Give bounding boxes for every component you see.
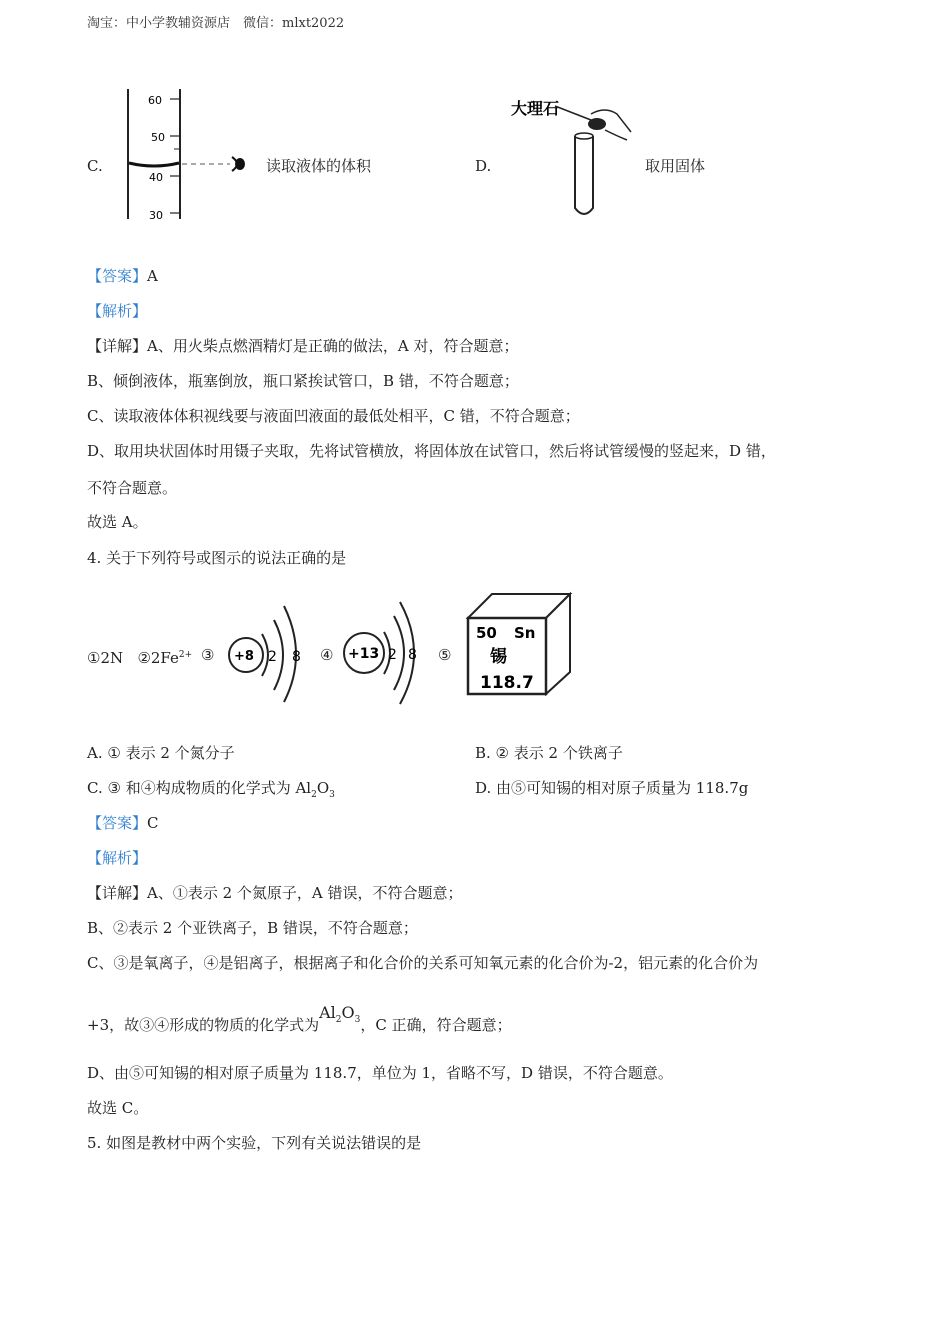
graduated-cylinder-figure (118, 85, 258, 225)
mark-3: ③ (201, 646, 215, 664)
symbol-2n: 2N (100, 649, 124, 667)
q4-analysis-tag: 【解析】 (87, 849, 148, 867)
q4-detail-line-2: B、②表示 2 个亚铁离子，B 错误，不符合题意； (87, 919, 418, 937)
mark-1: ① (87, 649, 101, 667)
q4-symbols-text (87, 645, 192, 668)
tick-label: 30 (149, 209, 163, 222)
symbol-2fe: 2Fe (150, 649, 179, 667)
q4-option-a: A. ① 表示 2 个氮分子 (87, 744, 235, 762)
element-name: 锡 (490, 647, 507, 667)
q3-detail-line-3: C、读取液体体积视线要与液面凹液面的最低处相平，C 错，不符合题意； (87, 407, 580, 425)
q4-line: ，C 正确，符合题意； (360, 1016, 512, 1034)
shell-electrons: 8 (408, 647, 417, 663)
test-tube-figure (505, 84, 645, 224)
q4-detail-line-5: D、由⑤可知锡的相对原子质量为 118.7，单位为 1，省略不写，D 错误，不符合题意。 (87, 1064, 673, 1082)
formula-o: O (341, 1003, 355, 1022)
q3-conclusion: 故选 A。 (87, 513, 148, 531)
q3-detail-line-1 (87, 336, 518, 356)
q4-detail-line-1 (87, 883, 463, 903)
q5-stem: 5. 如图是教材中两个实验，下列有关说法错误的是 (87, 1134, 422, 1152)
q4-option-c (87, 778, 335, 805)
q4-conclusion: 故选 C。 (87, 1099, 149, 1117)
q3-detail-line-5: 不符合题意。 (87, 479, 178, 497)
q4-option-d: D. 由⑤可知锡的相对原子质量为 118.7g (475, 779, 749, 797)
q3-detail-line-2: B、倾倒液体，瓶塞倒放，瓶口紧挨试管口，B 错，不符合题意； (87, 372, 519, 390)
shell-electrons: 2 (388, 647, 397, 663)
page-header: 淘宝：中小学教辅资源店 微信：mlxt2022 (87, 16, 345, 31)
atomic-mass: 118.7 (480, 673, 534, 693)
q4-answer: C (147, 814, 159, 832)
marble-label: 大理石 (511, 99, 560, 118)
shell-electrons: 8 (292, 649, 301, 665)
answer-tag: 【答案】 (87, 267, 148, 285)
detail-tag: 【详解】 (87, 337, 148, 355)
subscript: 3 (329, 790, 335, 800)
answer-tag: 【答案】 (87, 814, 148, 832)
inline-formula (319, 1003, 361, 1026)
q3-answer-line (87, 266, 158, 286)
q3-analysis-tag: 【解析】 (87, 302, 148, 320)
mark-5: ⑤ (438, 646, 452, 664)
tick-label: 40 (149, 171, 163, 184)
q3-detail-line-4: D、取用块状固体时用镊子夹取，先将试管横放，将固体放在试管口，然后将试管缓慢的竖起来，D 错， (87, 442, 776, 460)
q4-line: A、①表示 2 个氮原子，A 错误，不符合题意； (147, 884, 463, 902)
atomic-number: 50 (476, 624, 497, 642)
q4-detail-line-3: C、③是氧离子，④是铝离子，根据离子和化合价的关系可知氧元素的化合价为-2，铝元素的化合价为 (87, 954, 759, 972)
option-c-caption: 读取液体的体积 (266, 157, 372, 175)
q3-line: A、用火柴点燃酒精灯是正确的做法，A 对，符合题意； (147, 337, 519, 355)
aluminum-ion-structure (340, 598, 430, 708)
option-c-text: C. ③ 和④构成物质的化学式为 Al (87, 779, 312, 797)
q4-line: +3，故③④形成的物质的化学式为 (87, 1016, 320, 1034)
charge-superscript: 2+ (178, 650, 193, 660)
mark-2: ② (137, 649, 151, 667)
option-d-caption: 取用固体 (645, 157, 706, 175)
q4-stem: 4. 关于下列符号或图示的说法正确的是 (87, 549, 347, 567)
detail-tag: 【详解】 (87, 884, 148, 902)
tick-label: 60 (148, 94, 162, 107)
tick-label: 50 (151, 131, 165, 144)
nucleus-charge: +13 (348, 646, 380, 662)
subscript: 2 (311, 790, 317, 800)
q4-detail-line-4 (87, 1003, 512, 1042)
element-symbol: Sn (514, 624, 536, 642)
subscript: 3 (354, 1015, 361, 1026)
oxygen-ion-structure (222, 598, 312, 708)
q3-answer: A (147, 267, 158, 285)
option-d-label: D. (475, 157, 492, 175)
subscript: 2 (335, 1015, 342, 1026)
q4-answer-line (87, 813, 159, 833)
option-c-label: C. (87, 157, 103, 175)
option-c-text: O (316, 779, 330, 797)
tin-element-card (462, 588, 577, 698)
formula-al: Al (319, 1003, 336, 1022)
mark-4: ④ (320, 646, 334, 664)
q4-option-b: B. ② 表示 2 个铁离子 (475, 744, 623, 762)
nucleus-charge: +8 (234, 649, 254, 664)
shell-electrons: 2 (268, 649, 277, 665)
